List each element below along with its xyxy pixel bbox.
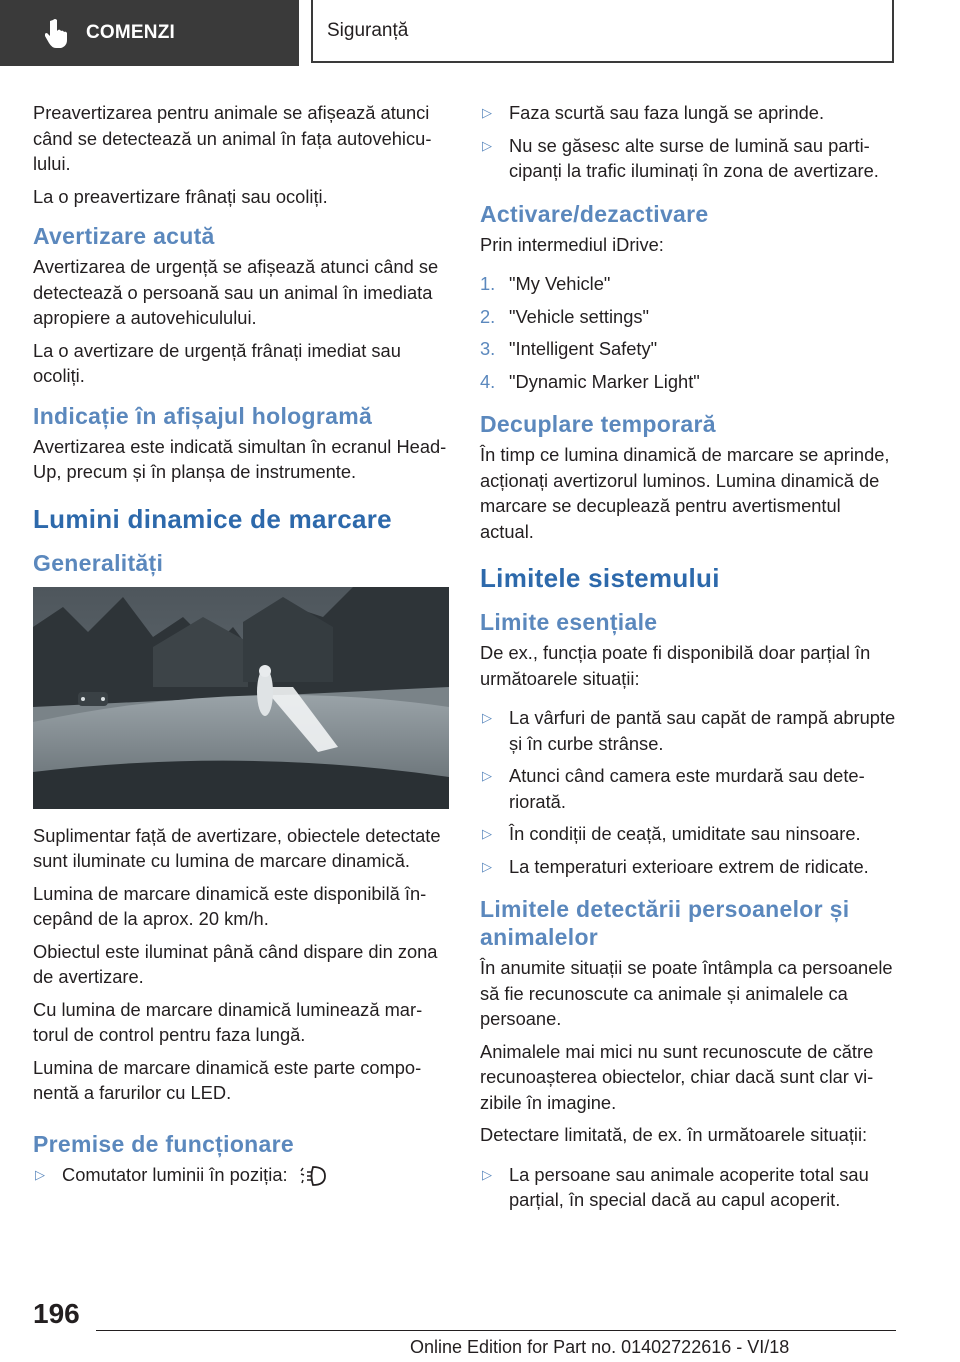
paragraph: Obiectul este iluminat până când dispare din zona de avertizare. [33,940,438,987]
step-text: "Dynamic Marker Light" [509,370,700,392]
list-item [480,1162,896,1213]
step-text: "My Vehicle" [509,273,611,294]
list-item-text: Nu se găsesc alte surse de lumină sau participanți la trafic iluminați în zona de avertizare. [509,134,879,181]
list-item [480,821,896,847]
triangle-right-icon: ▷ [482,858,492,874]
step-item [480,271,896,297]
step-number: 3. [480,338,496,359]
list-item-text: La temperaturi exterioare extrem de ridicate. [509,855,869,877]
list-item [480,133,896,184]
paragraph: Detectare limitată, de ex. în următoarele situații: [480,1124,868,1145]
list-item [480,763,896,814]
page-header [0,0,960,66]
heading-requirements: Premise de funcționare [33,1130,294,1157]
step-item [480,304,896,330]
heading-detection-limits: Limitele detectării persoanelor și animalelor [480,896,850,950]
paragraph: În anumite situații se poate întâmpla ca persoanele să fie recunoscute ca animale și animalele ca persoane. [480,957,893,1029]
paragraph: Cu lumina de marcare dinamică luminează martorul de control pentru faza lungă. [33,998,423,1045]
step-item [480,369,896,395]
idrive-steps [480,271,896,394]
list-item-text: Comutator luminii în poziția: [62,1163,288,1185]
heading-hologram-display: Indicație în afișajul hologramă [33,402,373,429]
list-item-text: La persoane sau animale acoperite total sau parțial, în special dacă au capul acoperit. [509,1163,869,1210]
conditions-list [480,100,896,184]
step-text: "Vehicle settings" [509,305,650,327]
hand-pointer-icon [38,13,78,53]
paragraph: De ex., funcția poate fi disponibilă doar parțial în următoarele situații: [480,642,871,689]
requirements-list [33,1162,449,1188]
tab-section-label: Siguranță [327,19,409,41]
list-item-text: La vârfuri de pantă sau capăt de rampă abrupte și în curbe strânse. [509,707,896,754]
heading-general: Generalități [33,549,164,576]
paragraph: La o preavertizare frânați sau ocoliți. [33,185,328,207]
limits-list [480,705,896,879]
night-road-illustration [33,587,449,809]
headlight-auto-icon [299,1164,331,1188]
list-item [480,705,896,756]
tab-commands-label: COMENZI [86,22,176,43]
step-text: "Intelligent Safety" [509,338,658,359]
right-column [480,100,896,1221]
detection-limits-list [480,1162,896,1213]
list-item [480,100,896,126]
step-number: 1. [480,273,496,294]
paragraph: Lumina de marcare dinamică este parte componentă a farurilor cu LED. [33,1056,422,1103]
footer-edition: Online Edition for Part no. 01402722616 - VI/18 [410,1337,790,1357]
tab-commands[interactable] [0,0,299,66]
paragraph: La o avertizare de urgență frânați imediat sau ocoliți. [33,339,401,386]
triangle-right-icon: ▷ [482,710,492,725]
heading-system-limits: Limitele sistemului [480,563,720,593]
paragraph: Avertizarea este indicată simultan în ecranul Head-Up, precum și în planșa de instrumente. [33,435,447,482]
triangle-right-icon: ▷ [35,1166,45,1182]
paragraph: Avertizarea de urgență se afișează atunci când se detectează o persoană sau un animal în imediata apropiere a autovehiculului. [33,256,439,328]
list-item-text: Faza scurtă sau faza lungă se aprinde. [509,102,825,123]
list-item-text: Atunci când camera este murdară sau deteriorată. [509,765,865,812]
left-column [33,100,449,1196]
footer-divider [96,1330,896,1331]
triangle-right-icon: ▷ [482,768,492,783]
list-item-text: În condiții de ceață, umiditate sau ninsoare. [509,823,861,844]
tab-section[interactable] [311,0,894,63]
paragraph: În timp ce lumina dinamică de marcare se aprinde, acționați avertizorul luminos. Lumina dinamică de marcare se decuplează pentru avertismentul actual. [480,444,890,542]
page-number: 196 [33,1298,80,1329]
step-number: 4. [480,370,496,392]
heading-dynamic-marker-lights: Lumini dinamice de marcare [33,503,392,534]
heading-acute-warning: Avertizare acută [33,223,215,249]
paragraph: Animalele mai mici nu sunt recunoscute de către recunoașterea obiectelor, chiar dacă sunt clar vizibile în imagine. [480,1040,874,1113]
step-item [480,336,896,362]
list-item [33,1162,449,1188]
list-item [480,854,896,880]
triangle-right-icon: ▷ [482,137,492,153]
paragraph: Preavertizarea pentru animale se afișează atunci când se detectează un animal în fața autovehiculului. [33,102,432,174]
paragraph: Lumina de marcare dinamică este disponibilă începând de la aprox. 20 km/h. [33,882,427,929]
heading-essential-limits: Limite esențiale [480,609,658,635]
heading-activate: Activare/dezactivare [480,200,709,227]
step-number: 2. [480,305,496,327]
triangle-right-icon: ▷ [482,826,492,841]
triangle-right-icon: ▷ [482,105,492,120]
triangle-right-icon: ▷ [482,1166,492,1182]
paragraph: Prin intermediul iDrive: [480,233,664,255]
heading-temporary-deactivation: Decuplare temporară [480,411,716,437]
paragraph: Suplimentar față de avertizare, obiectele detectate sunt iluminate cu lumina de marcare dinamică. [33,824,441,871]
